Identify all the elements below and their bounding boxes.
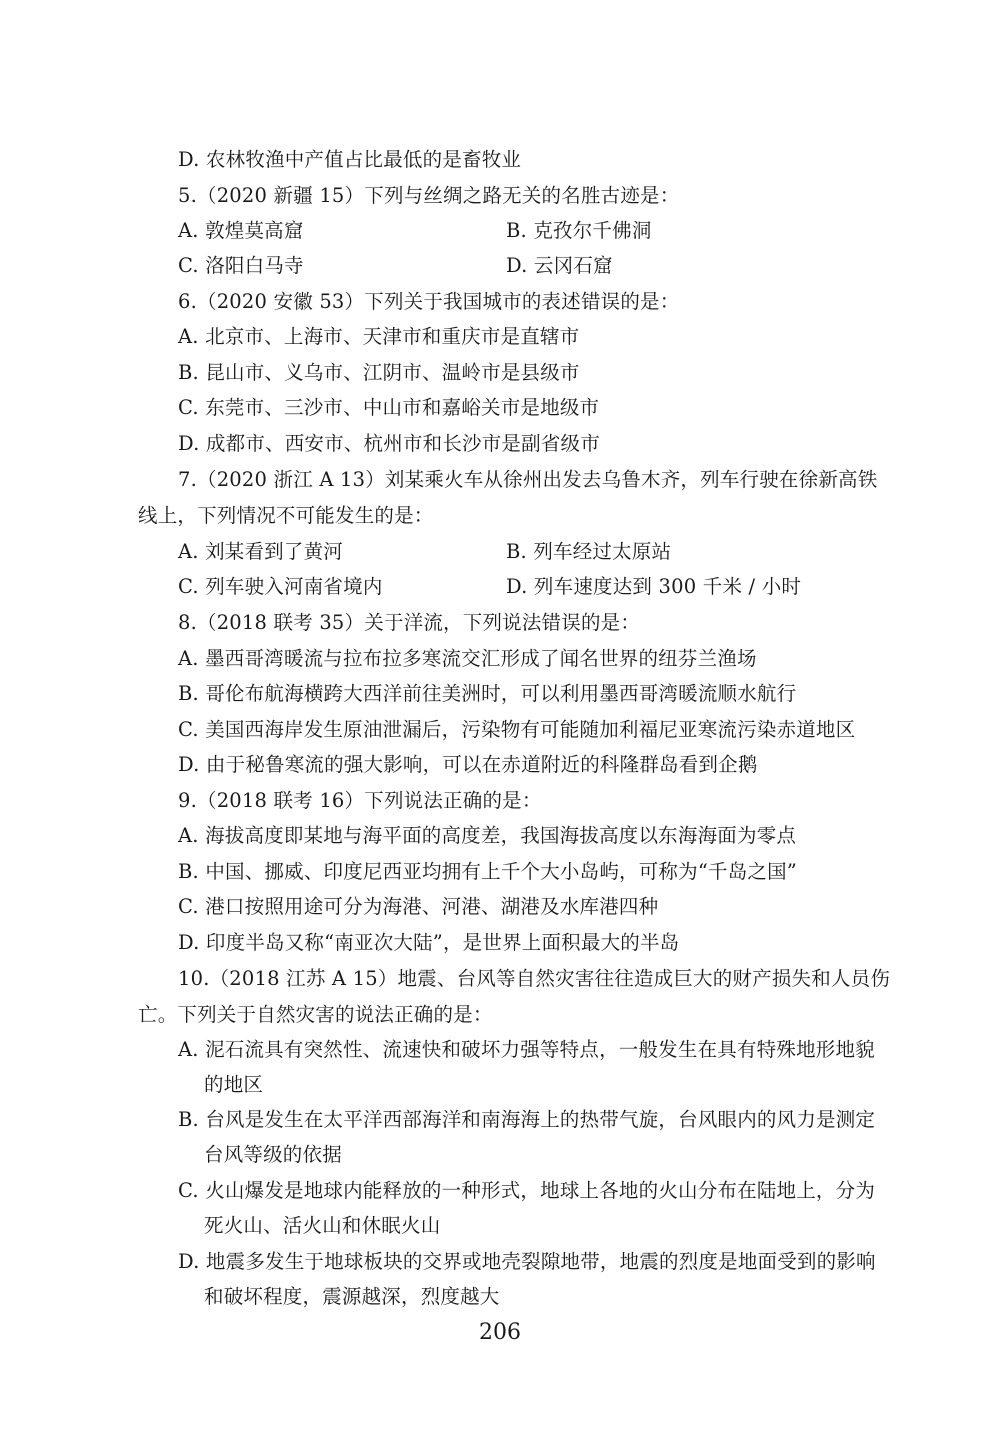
q10-option-a-line2: 的地区 bbox=[204, 1073, 264, 1096]
q9-option-d: D. 印度半岛又称“南亚次大陆”，是世界上面积最大的半岛 bbox=[178, 931, 680, 954]
q7-option-b: B. 列车经过太原站 bbox=[506, 540, 672, 563]
q5-option-b: B. 克孜尔千佛洞 bbox=[506, 219, 652, 242]
q6-option-b: B. 昆山市、义乌市、江阴市、温岭市是县级市 bbox=[178, 361, 580, 384]
q6-option-a: A. 北京市、上海市、天津市和重庆市是直辖市 bbox=[178, 325, 580, 348]
q10-option-d-line2: 和破坏程度，震源越深，烈度越大 bbox=[204, 1285, 500, 1308]
q6-option-c: C. 东莞市、三沙市、中山市和嘉峪关市是地级市 bbox=[178, 396, 600, 419]
q9-option-b: B. 中国、挪威、印度尼西亚均拥有上千个大小岛屿，可称为“千岛之国” bbox=[178, 860, 797, 883]
q8-option-c: C. 美国西海岸发生原油泄漏后，污染物有可能随加利福尼亚寒流污染赤道地区 bbox=[178, 718, 856, 741]
page-number: 206 bbox=[479, 1320, 521, 1345]
q9-option-a: A. 海拔高度即某地与海平面的高度差，我国海拔高度以东海海面为零点 bbox=[178, 824, 797, 847]
q10-option-a-line1: A. 泥石流具有突然性、流速快和破坏力强等特点，一般发生在具有特殊地形地貌 bbox=[178, 1038, 875, 1061]
q7-option-c: C. 列车驶入河南省境内 bbox=[178, 575, 383, 598]
q7-stem-line2: 线上，下列情况不可能发生的是： bbox=[138, 504, 434, 527]
q7-option-a: A. 刘某看到了黄河 bbox=[178, 540, 343, 563]
q10-option-c-line1: C. 火山爆发是地球内能释放的一种形式，地球上各地的火山分布在陆地上，分为 bbox=[178, 1179, 876, 1202]
q10-option-b-line2: 台风等级的依据 bbox=[204, 1143, 342, 1166]
q6-stem: 6.（2020 安徽 53）下列关于我国城市的表述错误的是： bbox=[178, 290, 680, 313]
q8-stem: 8.（2018 联考 35）关于洋流，下列说法错误的是： bbox=[178, 611, 641, 634]
q9-stem: 9.（2018 联考 16）下列说法正确的是： bbox=[178, 789, 542, 812]
q6-option-d: D. 成都市、西安市、杭州市和长沙市是副省级市 bbox=[178, 432, 600, 455]
q8-option-d: D. 由于秘鲁寒流的强大影响，可以在赤道附近的科隆群岛看到企鹅 bbox=[178, 753, 758, 776]
q10-option-b-line1: B. 台风是发生在太平洋西部海洋和南海海上的热带气旋，台风眼内的风力是测定 bbox=[178, 1108, 876, 1131]
q5-option-d: D. 云冈石窟 bbox=[506, 254, 613, 277]
q5-option-a: A. 敦煌莫高窟 bbox=[178, 219, 304, 242]
q9-option-c: C. 港口按照用途可分为海港、河港、湖港及水库港四种 bbox=[178, 895, 659, 918]
q10-option-c-line2: 死火山、活火山和休眠火山 bbox=[204, 1214, 441, 1237]
q8-option-a: A. 墨西哥湾暖流与拉布拉多寒流交汇形成了闻名世界的纽芬兰渔场 bbox=[178, 647, 757, 670]
q10-stem-line1: 10.（2018 江苏 A 15）地震、台风等自然灾害往往造成巨大的财产损失和人员伤 bbox=[178, 967, 891, 990]
q10-option-d-line1: D. 地震多发生于地球板块的交界或地壳裂隙地带，地震的烈度是地面受到的影响 bbox=[178, 1250, 876, 1273]
q8-option-b: B. 哥伦布航海横跨大西洋前往美洲时，可以利用墨西哥湾暖流顺水航行 bbox=[178, 682, 797, 705]
q7-stem-line1: 7.（2020 浙江 A 13）刘某乘火车从徐州出发去乌鲁木齐，列车行驶在徐新高铁 bbox=[178, 468, 878, 491]
q7-option-d: D. 列车速度达到 300 千米 / 小时 bbox=[506, 575, 802, 598]
q4-option-d: D. 农林牧渔中产值占比最低的是畜牧业 bbox=[178, 148, 522, 171]
q10-stem-line2: 亡。下列关于自然灾害的说法正确的是： bbox=[138, 1003, 493, 1026]
q5-option-c: C. 洛阳白马寺 bbox=[178, 254, 304, 277]
q5-stem: 5.（2020 新疆 15）下列与丝绸之路无关的名胜古迹是： bbox=[178, 184, 680, 207]
